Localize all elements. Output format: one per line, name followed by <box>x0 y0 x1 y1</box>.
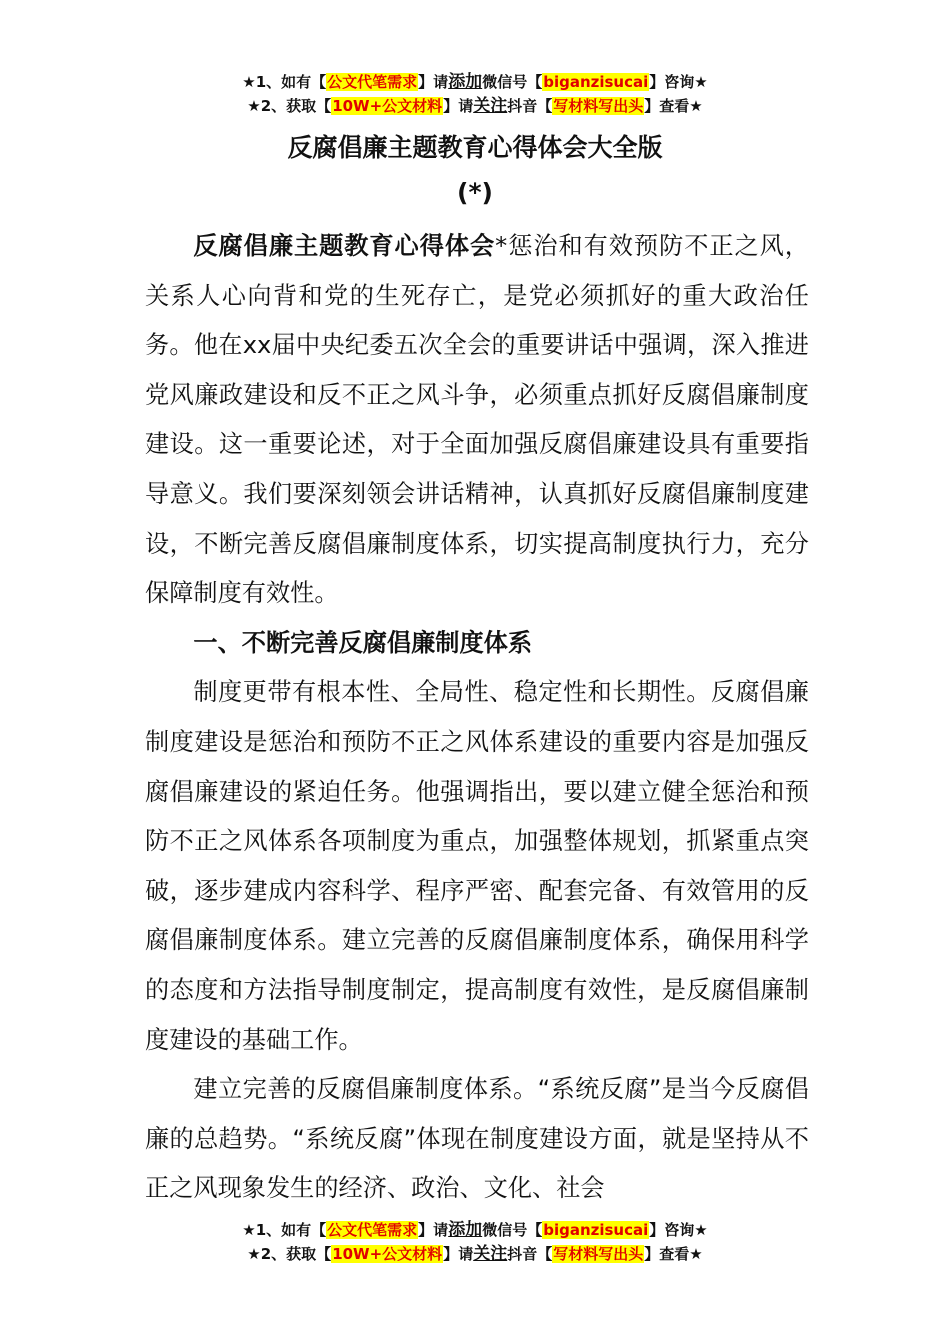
notice-text: 】请 <box>443 97 474 115</box>
notice-text: 】查看★ <box>644 97 703 115</box>
paragraph-2: 制度更带有根本性、全局性、稳定性和长期性。反腐倡廉制度建设是惩治和预防不正之风体系建设的重要内容是加强反腐倡廉建设的紧迫任务。他强调指出，要以建立健全惩治和预防不正之风体系各项制度为重点，加强整体规划，抓紧重点突破，逐步建成内容科学、程序严密、配套完备、有效管用的反腐倡廉制度体系。建立完善的反腐倡廉制度体系，确保用科学的态度和方法指导制度制定，提高制度有效性，是反腐倡廉制度建设的基础工作。 <box>145 678 809 1054</box>
paragraph-3: 建立完善的反腐倡廉制度体系。“系统反腐”是当今反腐倡廉的总趋势。“系统反腐”体现在制度建设方面，就是坚持从不正之风现象发生的经济、政治、文化、社会 <box>145 1075 809 1203</box>
paragraph-1 <box>145 222 809 619</box>
notice-text: 】请 <box>443 1245 474 1263</box>
footer-notice <box>0 1218 950 1266</box>
section-heading: 一、不断完善反腐倡廉制度体系 <box>193 628 533 657</box>
highlight-text: 10W+公文材料 <box>332 1245 443 1263</box>
notice-text: 】请 <box>418 73 449 91</box>
notice-text: 】请 <box>418 1221 449 1239</box>
underlined-text: 添加 <box>448 1220 483 1240</box>
douyin-account: 写材料写出头 <box>553 1245 644 1263</box>
header-notice <box>0 70 950 118</box>
notice-text: 抖音【 <box>507 1245 553 1263</box>
notice-text: ★1、如有【 <box>242 73 327 91</box>
highlight-text: 公文代笔需求 <box>327 1221 418 1239</box>
underlined-text: 添加 <box>448 72 483 92</box>
highlight-text: 公文代笔需求 <box>327 73 418 91</box>
paragraph-lead: 反腐倡廉主题教育心得体会 <box>193 232 496 260</box>
notice-line-2 <box>0 94 950 118</box>
notice-text: ★2、获取【 <box>247 1245 332 1263</box>
document-body <box>145 222 809 1214</box>
notice-text: ★2、获取【 <box>247 97 332 115</box>
notice-text: 】咨询★ <box>649 73 708 91</box>
document-title: 反腐倡廉主题教育心得体会大全版 <box>287 133 663 162</box>
wechat-id: biganzisucai <box>543 73 649 91</box>
notice-line-1 <box>0 1218 950 1242</box>
notice-text: 微信号【 <box>482 1221 543 1239</box>
notice-text: 】咨询★ <box>649 1221 708 1239</box>
notice-text: 】查看★ <box>644 1245 703 1263</box>
notice-text: 抖音【 <box>507 97 553 115</box>
notice-line-1 <box>0 70 950 94</box>
underlined-text: 关注 <box>473 96 508 116</box>
document-subtitle: (*) <box>457 178 493 207</box>
paragraph-text: *惩治和有效预防不正之风，关系人心向背和党的生死存亡，是党必须抓好的重大政治任务。他在xx届中央纪委五次全会的重要讲话中强调，深入推进党风廉政建设和反不正之风斗争，必须重点抓好反腐倡廉制度建设。这一重要论述，对于全面加强反腐倡廉建设具有重要指导意义。我们要深刻领会讲话精神，认真抓好反腐倡廉制度建设，不断完善反腐倡廉制度体系，切实提高制度执行力，充分保障制度有效性。 <box>145 232 809 608</box>
notice-line-2 <box>0 1242 950 1266</box>
notice-text: ★1、如有【 <box>242 1221 327 1239</box>
underlined-text: 关注 <box>473 1244 508 1264</box>
wechat-id: biganzisucai <box>543 1221 649 1239</box>
notice-text: 微信号【 <box>482 73 543 91</box>
douyin-account: 写材料写出头 <box>553 97 644 115</box>
highlight-text: 10W+公文材料 <box>332 97 443 115</box>
